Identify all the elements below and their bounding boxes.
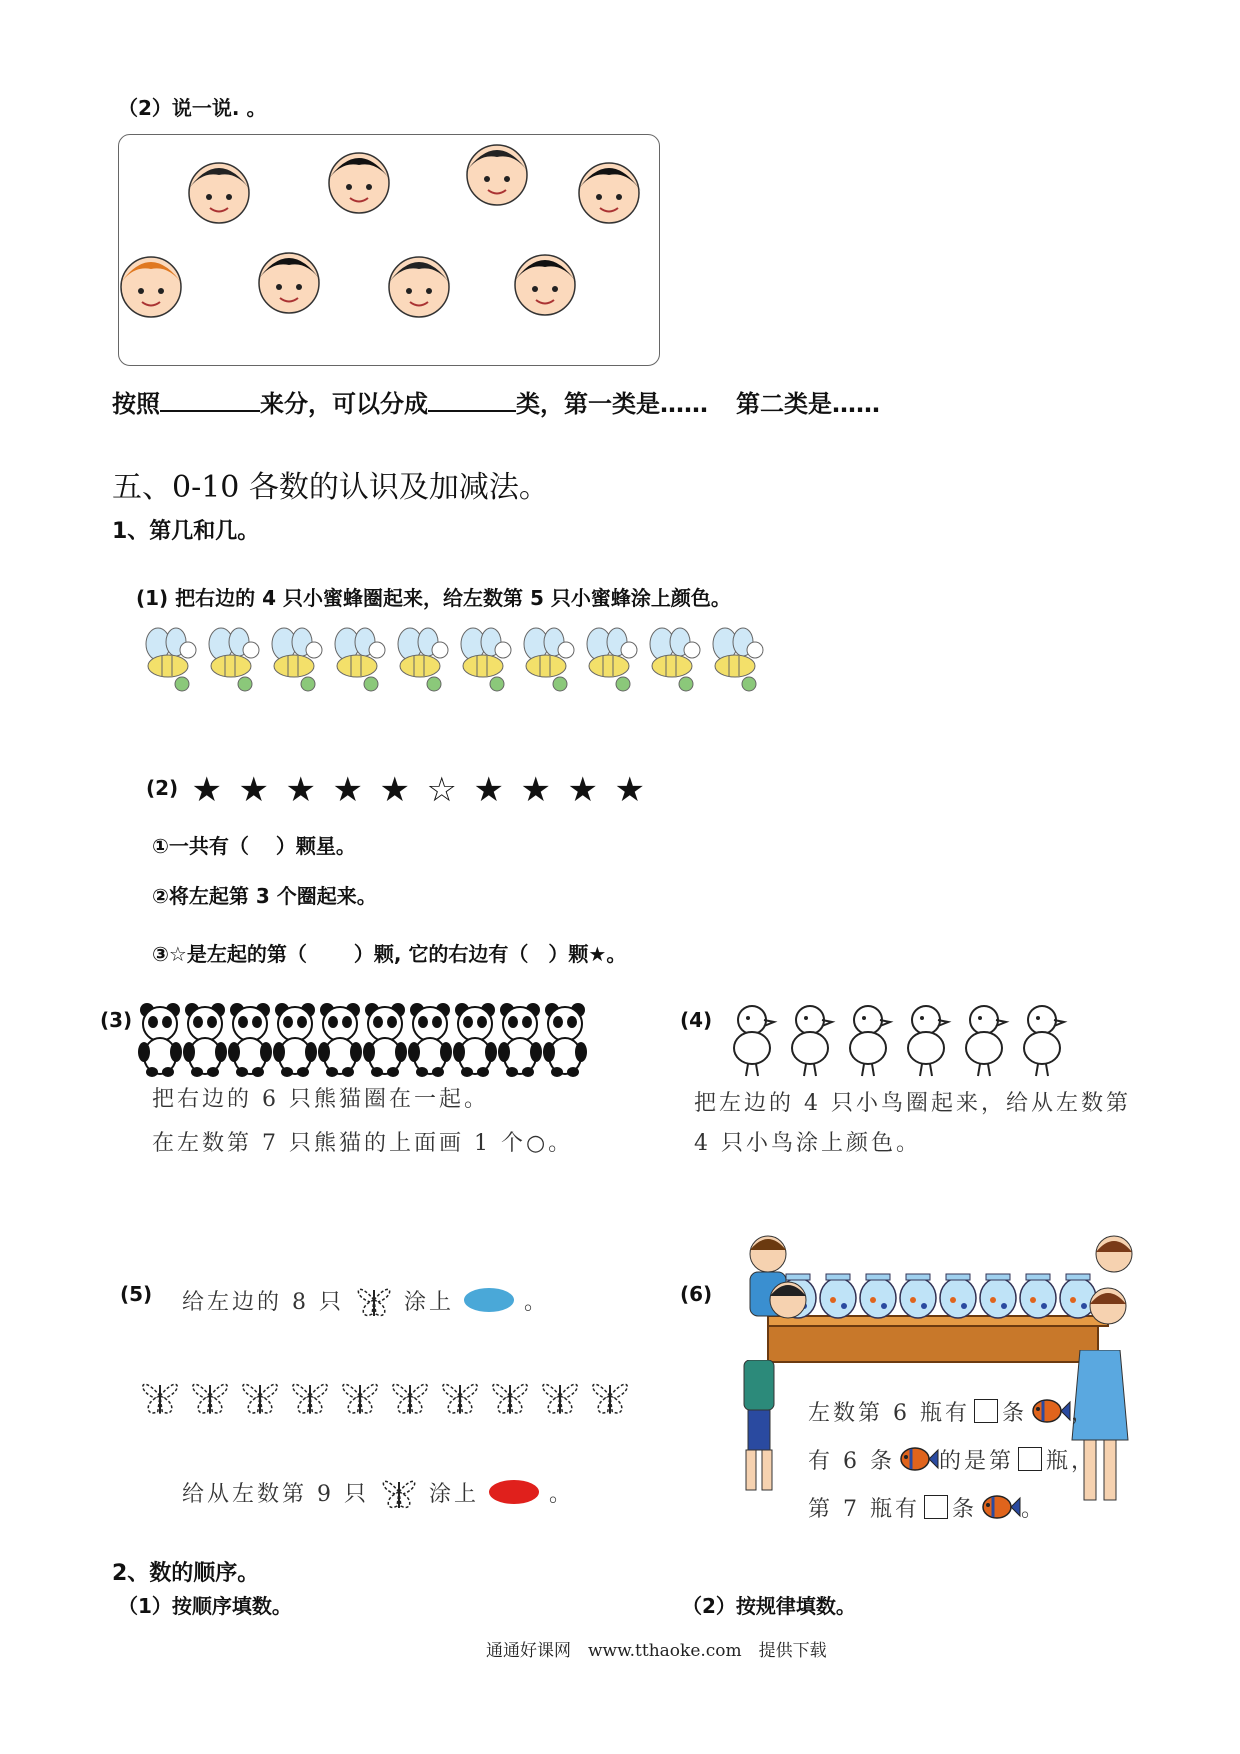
p5-line1: 给左边的 8 只 涂上 。 (182, 1278, 549, 1322)
bird-icon (966, 1006, 1006, 1076)
answer-box[interactable] (924, 1495, 948, 1519)
bee-icon (587, 628, 637, 691)
star-icon: ★ (379, 770, 411, 810)
boy-figure (740, 1360, 780, 1530)
fishbowl-icon (980, 1274, 1016, 1318)
classify-sentence: 按照 来分，可以分成 类，第一类是…… 第二类是…… (112, 390, 880, 418)
star-icon: ★ (567, 770, 599, 810)
pandas-row (138, 1000, 608, 1080)
fishbowl-icon (820, 1274, 856, 1318)
bee-icon (272, 628, 322, 691)
star-icon: ★ (332, 770, 364, 810)
butterfly-icon (343, 1384, 377, 1413)
p6-label: (6) (680, 1282, 713, 1306)
butterfly-icon (593, 1384, 627, 1413)
p6-line1: 左数第 6 瓶有 条 ， (808, 1394, 1096, 1428)
part2-label: （2）说一说. 。 (118, 96, 267, 120)
answer-box[interactable] (1018, 1447, 1042, 1471)
p4-line1: 把左边的 4 只小鸟圈起来，给从左数第 (694, 1091, 1131, 1116)
butterflies-row (136, 1372, 646, 1428)
red-oval-icon (487, 1478, 541, 1506)
panda-icon (138, 1003, 182, 1077)
bird-icon (792, 1006, 832, 1076)
bee-icon (209, 628, 259, 691)
bees-row (138, 620, 798, 700)
fishbowls-picture (728, 1226, 1148, 1366)
butterfly-icon (193, 1384, 227, 1413)
panda-icon (183, 1003, 227, 1077)
panda-icon (408, 1003, 452, 1077)
stars-q1: ①一共有（ ）颗星。 (152, 834, 356, 858)
star-icon: ★ (285, 770, 317, 810)
p3-label: (3) (100, 1008, 133, 1032)
star-icon: ★ (191, 770, 223, 810)
child-face-icon (119, 257, 183, 317)
butterfly-icon (143, 1384, 177, 1413)
fish-icon (895, 1442, 939, 1476)
p4-line2: 4 只小鸟涂上颜色。 (694, 1131, 921, 1156)
child-face-icon (465, 145, 529, 205)
bird-icon (908, 1006, 948, 1076)
q2-sub1: （1）按顺序填数。 (118, 1594, 292, 1618)
fish-icon (1027, 1394, 1071, 1428)
bee-icon (461, 628, 511, 691)
p6-line3: 第 7 瓶有 条 。 (808, 1490, 1046, 1524)
star-icon: ★ (520, 770, 552, 810)
bee-icon (146, 628, 196, 691)
child-face-icon (513, 255, 577, 315)
q2-sub2: （2）按规律填数。 (682, 1594, 856, 1618)
answer-box[interactable] (974, 1399, 998, 1423)
fishbowl-icon (900, 1274, 936, 1318)
child-face-icon (327, 153, 391, 213)
star-icon: ★ (614, 770, 646, 810)
star-icon: ★ (473, 770, 505, 810)
p3-line2: 在左数第 7 只熊猫的上面画 1 个○。 (152, 1131, 574, 1156)
butterfly-icon (393, 1384, 427, 1413)
faces-picture (118, 134, 660, 366)
bee-icon (398, 628, 448, 691)
bird-icon (850, 1006, 890, 1076)
star-icon: ★ (238, 770, 270, 810)
child-face-icon (387, 257, 451, 317)
butterfly-icon (293, 1384, 327, 1413)
hollow-star-icon: ☆ (426, 770, 458, 810)
q1-title: 1、第几和几。 (112, 519, 260, 544)
panda-icon (453, 1003, 497, 1077)
faces-illustration (119, 135, 659, 365)
footer-text: 通通好课网 www.tthaoke.com 提供下载 (486, 1641, 827, 1661)
panda-icon (543, 1003, 587, 1077)
fish-icon (977, 1490, 1021, 1524)
blank-criterion[interactable] (160, 410, 260, 412)
birds-row (728, 998, 1098, 1080)
section5-title: 五、0-10 各数的认识及加减法。 (112, 470, 549, 505)
p6-line2: 有 6 条 的是第 瓶， (808, 1442, 1096, 1476)
bee-icon (650, 628, 700, 691)
p4-label: (4) (680, 1008, 713, 1032)
bird-icon (1024, 1006, 1064, 1076)
stars-q2: ②将左起第 3 个圈起来。 (152, 884, 377, 908)
child-face-icon (577, 163, 641, 223)
stars-q3: ③☆是左起的第（ ）颗, 它的右边有（ ）颗★。 (152, 942, 627, 966)
fishbowl-icon (860, 1274, 896, 1318)
child-face-icon (187, 163, 251, 223)
butterfly-icon (243, 1384, 277, 1413)
panda-icon (228, 1003, 272, 1077)
panda-icon (498, 1003, 542, 1077)
p5-line2: 给从左数第 9 只 涂上 。 (182, 1470, 574, 1514)
bee-icon (335, 628, 385, 691)
p5-label: (5) (120, 1282, 153, 1306)
bird-icon (734, 1006, 774, 1076)
bee-icon (713, 628, 763, 691)
panda-icon (273, 1003, 317, 1077)
butterfly-icon (443, 1384, 477, 1413)
blue-oval-icon (462, 1286, 516, 1314)
butterfly-icon (493, 1384, 527, 1413)
butterfly-icon (377, 1470, 421, 1514)
q1-sub1: (1) 把右边的 4 只小蜜蜂圈起来，给左数第 5 只小蜜蜂涂上颜色。 (136, 586, 731, 610)
blank-count[interactable] (428, 410, 516, 412)
p3-line1: 把右边的 6 只熊猫圈在一起。 (152, 1087, 489, 1112)
butterfly-icon (352, 1278, 396, 1322)
stars-row: (2) ★ ★ ★ ★ ★ ☆ ★ ★ ★ ★ (146, 770, 653, 806)
panda-icon (363, 1003, 407, 1077)
panda-icon (318, 1003, 362, 1077)
child-face-icon (257, 253, 321, 313)
fishbowl-icon (1020, 1274, 1056, 1318)
fishbowl-icon (940, 1274, 976, 1318)
q2-title: 2、数的顺序。 (112, 1561, 260, 1586)
butterfly-icon (543, 1384, 577, 1413)
bee-icon (524, 628, 574, 691)
